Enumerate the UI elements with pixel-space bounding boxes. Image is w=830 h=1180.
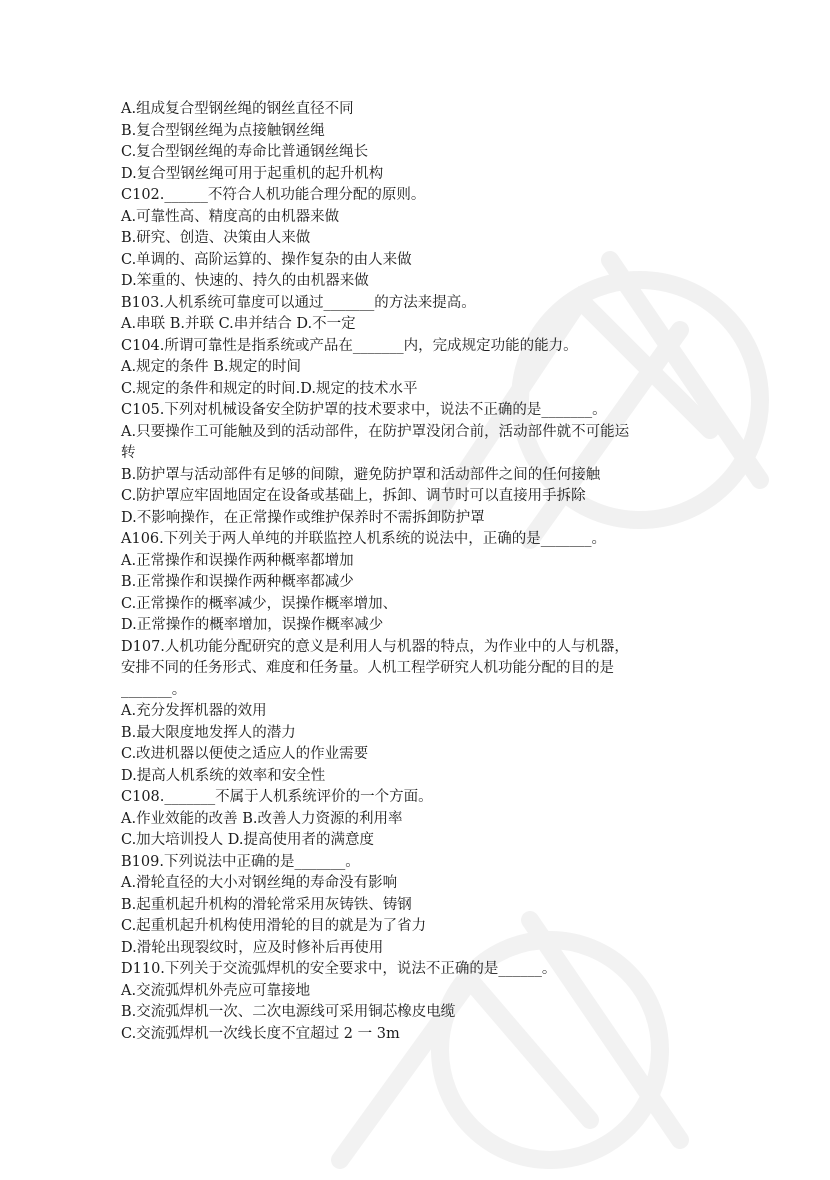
text-line: A.充分发挥机器的效用: [121, 703, 267, 719]
text-line: _______。: [121, 681, 187, 698]
question-line: C105.下列对机械设备安全防护罩的技术要求中，说法不正确的是_______。: [121, 402, 607, 418]
text-line: C.规定的条件和规定的时间.D.规定的技术水平: [121, 380, 418, 397]
question-line: B103.人机系统可靠度可以通过_______的方法来提高。: [121, 294, 476, 311]
text-line: C.加大培训投人 D.提高使用者的满意度: [121, 832, 375, 848]
text-line: B.起重机起升机构的滑轮常采用灰铸铁、铸钢: [121, 896, 412, 913]
text-line: A.滑轮直径的大小对钢丝绳的寿命没有影响: [121, 875, 398, 891]
text-line: 安排不同的任务形式、难度和任务量。人机工程学研究人机功能分配的目的是: [121, 660, 614, 676]
text-line: C.交流弧焊机一次线长度不宜超过 2 一 3m: [121, 1025, 400, 1042]
text-line: D.提高人机系统的效率和安全性: [121, 767, 326, 784]
text-line: B.交流弧焊机一次、二次电源线可采用铜芯橡皮电缆: [121, 1004, 456, 1020]
text-line: C.起重机起升机构使用滑轮的目的就是为了省力: [121, 918, 427, 934]
question-line: C102.______不符合人机功能合理分配的原则。: [121, 187, 426, 203]
text-line: A.串联 B.并联 C.串并结合 D.不一定: [121, 316, 356, 332]
question-line: D107.人机功能分配研究的意义是利用人与机器的特点，为作业中的人与机器，: [121, 638, 629, 655]
text-line: D.不影响操作，在正常操作或维护保养时不需拆卸防护罩: [121, 509, 485, 526]
text-line: C.防护罩应牢固地固定在设备或基础上，拆卸、调节时可以直接用手拆除: [121, 488, 586, 504]
text-line: B.研究、创造、决策由人来做: [121, 230, 311, 246]
text-line: C.改进机器以便使之适应人的作业需要: [121, 746, 369, 762]
text-line: B.最大限度地发挥人的潜力: [121, 724, 296, 741]
question-line: A106.下列关于两人单纯的并联监控人机系统的说法中，正确的是_______。: [121, 531, 607, 547]
text-line: A.交流弧焊机外壳应可靠接地: [121, 982, 311, 999]
question-line: B109.下列说法中正确的是_______。: [121, 853, 360, 870]
text-line: B.防护罩与活动部件有足够的间隙，避免防护罩和活动部件之间的任何接触: [121, 466, 601, 483]
text-line: 转: [121, 445, 136, 461]
text-line: D.正常操作的概率增加，误操作概率减少: [121, 617, 384, 633]
text-line: D.笨重的、快速的、持久的由机器来做: [121, 273, 369, 289]
text-line: B.正常操作和误操作两种概率都减少: [121, 574, 354, 590]
text-line: A.作业效能的改善 B.改善人力资源的利用率: [121, 810, 403, 827]
text-line: C.单调的、高阶运算的、操作复杂的由人来做: [121, 251, 412, 268]
text-line: C.复合型钢丝绳的寿命比普通钢丝绳长: [121, 144, 369, 160]
text-line: C.正常操作的概率减少，误操作概率增加、: [121, 595, 398, 612]
text-line: D.复合型钢丝绳可用于起重机的起升机构: [121, 165, 384, 182]
text-line: A.规定的条件 B.规定的时间: [121, 359, 301, 375]
text-line: A.可靠性高、精度高的由机器来做: [121, 208, 340, 225]
text-line: D.滑轮出现裂纹时，应及时修补后再使用: [121, 939, 384, 956]
text-line: A.组成复合型钢丝绳的钢丝直径不同: [121, 101, 354, 117]
question-line: C108._______不属于人机系统评价的一个方面。: [121, 789, 433, 805]
question-line: D110.下列关于交流弧焊机的安全要求中，说法不正确的是______。: [121, 961, 557, 977]
question-text-block: [121, 99, 721, 1045]
question-line: C104.所谓可靠性是指系统或产品在_______内，完成规定功能的能力。: [121, 337, 578, 354]
text-line: B.复合型钢丝绳为点接触钢丝绳: [121, 122, 325, 139]
text-line: A.只要操作工可能触及到的活动部件，在防护罩没闭合前，活动部件就不可能运: [121, 423, 630, 440]
text-line: A.正常操作和误操作两种概率都增加: [121, 552, 354, 569]
